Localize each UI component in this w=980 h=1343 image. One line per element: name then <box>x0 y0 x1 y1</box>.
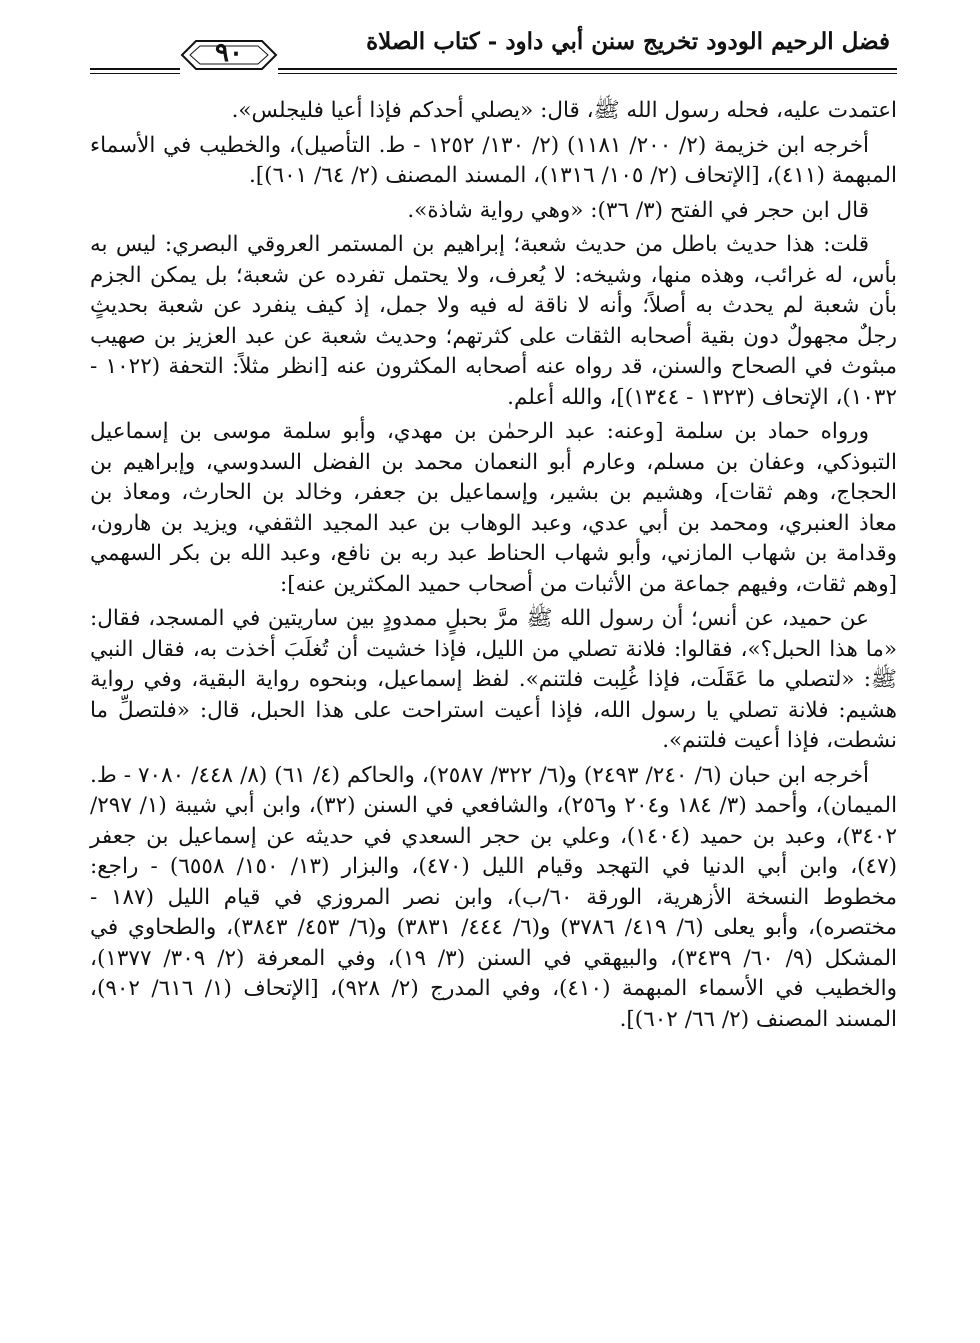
header-rule-left-thin <box>90 73 180 74</box>
page-number: ٩٠ <box>215 38 243 68</box>
paragraph-5: ورواه حماد بن سلمة [وعنه: عبد الرحمٰن بن مهدي، وأبو سلمة موسى بن إسماعيل التبوذكي، وعفان بن مسلم، وعارم أبو النعمان محمد بن الفضل السدوسي، وإبراهيم بن الحجاج، وهم ثقات]، وهشيم بن بشير، وإسماعيل بن جعفر، وخالد بن الحارث، ومعاذ بن معاذ العنبري، ومحمد بن أبي عدي، وعبد الوهاب بن عبد المجيد الثقفي، ويزيد بن هارون، وقدامة بن شهاب المازني، وأبو شهاب الحناط عبد ربه بن نافع، وعبد الله بن بكر السهمي [وهم ثقات، وفيهم جماعة من الأثبات من أصحاب حميد المكثرين عنه]: <box>90 419 897 597</box>
paragraph-2: أخرجه ابن خزيمة (٢/ ٢٠٠/ ١١٨١) (٢/ ١٣٠/ ١٢٥٢ - ط. التأصيل)، والخطيب في الأسماء المبهمة (٤١١)، [الإتحاف (٢/ ١٠٥/ ١٣١٦)، المسند المصنف (٢/ ٦٤/ ٦٠١)]. <box>90 132 897 188</box>
page-body <box>90 96 897 1035</box>
header-title: فضل الرحيم الودود تخريج سنن أبي داود - كتاب الصلاة <box>366 28 890 55</box>
paragraph-1: اعتمدت عليه، فحله رسول الله ﷺ، قال: «يصلي أحدكم فإذا أعيا فليجلس». <box>231 98 897 123</box>
header-rule-right-thin <box>278 73 897 74</box>
paragraph-4: قلت: هذا حديث باطل من حديث شعبة؛ إبراهيم بن المستمر العروقي البصري: ليس به بأس، له غرائب، وهذه منها، وشيخه: لا يُعرف، ولا يحتمل تفرده عن شعبة؛ بل يمكن الجزم بأن شعبة لم يحدث به أصلاً؛ وأنه لا ناقة له فيه ولا جمل، إذ كيف ينفرد عن شعبة بحديثٍ رجلٌ مجهولٌ دون بقية أصحابه الثقات على كثرتهم؛ وحديث شعبة عن عبد العزيز بن صهيب مبثوث في الصحاح والسنن، قد رواه عنه أصحابه المكثرون عنه [انظر مثلاً: التحفة (١٠٢٢ - ١٠٣٢)، الإتحاف (١٣٢٣ - ١٣٤٤)]، والله أعلم. <box>90 232 897 410</box>
page-number-ornament <box>180 35 278 75</box>
paragraph-7: أخرجه ابن حبان (٦/ ٢٤٠/ ٢٤٩٣) و(٦/ ٣٢٢/ ٢٥٨٧)، والحاكم (٤/ ٦١) (٨/ ٤٤٨/ ٧٠٨٠ - ط. الميمان)، وأحمد (٣/ ١٨٤ و٢٠٤ و٢٥٦)، والشافعي في السنن (٣٢)، وابن أبي شيبة (١/ ٢٩٧/ ٣٤٠٢)، وعبد بن حميد (١٤٠٤)، وعلي بن حجر السعدي في حديثه عن إسماعيل بن جعفر (٤٧)، وابن أبي الدنيا في التهجد وقيام الليل (٤٧٠)، والبزار (١٣/ ١٥٠/ ٦٥٥٨) - راجع: مخطوط النسخة الأزهرية، الورقة ٦٠/ب)، وابن نصر المروزي في قيام الليل (١٨٧ - مختصره)، وأبو يعلى (٦/ ٤١٩/ ٣٧٨٦) و(٦/ ٤٤٤/ ٣٨٣١) و(٦/ ٤٥٣/ ٣٨٤٣)، والطحاوي في المشكل (٩/ ٦٠/ ٣٤٣٩)، والبيهقي في السنن (٣/ ١٩)، وفي المعرفة (٢/ ٣٠٩/ ١٣٧٧)، والخطيب في الأسماء المبهمة (٤١٠)، وفي المدرج (٢/ ٩٢٨)، [الإتحاف (١/ ٦١٦/ ٩٠٢)، المسند المصنف (٢/ ٦٦/ ٦٠٢)]. <box>90 762 898 1032</box>
paragraph-3: قال ابن حجر في الفتح (٣/ ٣٦): «وهي رواية شاذة». <box>407 197 869 223</box>
header-rule-right <box>278 68 897 70</box>
header-rule-left <box>90 68 180 70</box>
paragraph-6: عن حميد، عن أنس؛ أن رسول الله ﷺ مرَّ بحبلٍ ممدودٍ بين ساريتين في المسجد، فقال: «ما هذا الحبل؟»، فقالوا: فلانة تصلي من الليل، فإذا خشيت أن تُغلَبَ أخذت به، فقال النبي ﷺ: «لتصلي ما عَقَلَت، فإذا غُلِبت فلتنم». لفظ إسماعيل، وبنحوه رواية البقية، وفي رواية هشيم: فلانة تصلي يا رسول الله، فإذا أعيت استراحت على هذا الحبل، قال: «فلتصلِّ ما نشطت، فإذا أعيت فلتنم». <box>90 606 897 753</box>
